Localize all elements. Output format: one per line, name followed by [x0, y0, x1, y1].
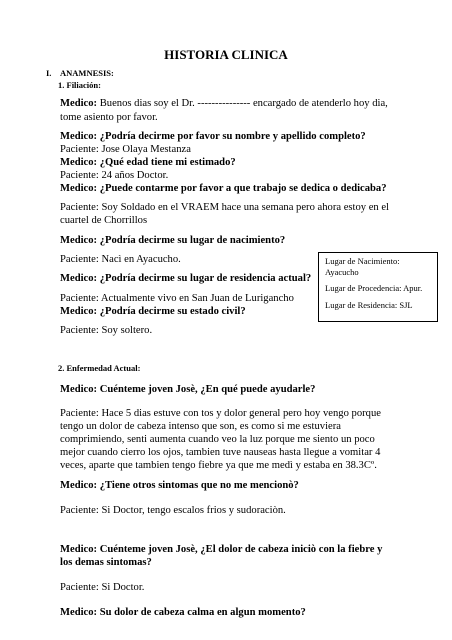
birthplace-label: Lugar de Nacimiento: [325, 256, 400, 266]
dialog-line: Paciente: Soy Soldado en el VRAEM hace una semana pero ahora estoy en el [60, 202, 389, 213]
dialog-line: Medico: ¿Podría decirme por favor su nombre y apellido completo? [60, 131, 366, 142]
origin-place: Lugar de Procedencia: Apur. [325, 283, 423, 293]
dialog-line: tome asiento por favor. [60, 112, 158, 123]
dialog-line: Paciente: Si Doctor. [60, 582, 145, 593]
dialog-line: Paciente: Soy soltero. [60, 325, 153, 336]
subsection-heading-filiacion: 1. Filiación: [58, 80, 101, 90]
dialog-line: cuartel de Chorrillos [60, 215, 148, 226]
residence-place: Lugar de Residencia: SJL [325, 299, 413, 310]
dialog-line: Medico: Cuénteme joven Josè, ¿El dolor de cabeza iniciò con la fiebre y [60, 544, 383, 555]
dialog-line: Paciente: 24 años Doctor. [60, 170, 169, 181]
dialog-line: Paciente: Jose Olaya Mestanza [60, 144, 191, 155]
dialog-line: veces, aparte que tambien tengo fiebre ya que me medì y estaba en 38.3Cº. [60, 460, 377, 471]
dialog-line: Paciente: Actualmente vivo en San Juan de Lurigancho [60, 293, 294, 304]
section-heading-anamnesis [46, 68, 114, 78]
dialog-line: Medico: ¿Podría decirme su lugar de residencia actual? [60, 273, 312, 284]
dialog-line: comprimiendo, senti aumenta cuando veo la luz porque me siento un poco [60, 434, 375, 445]
section-label: ANAMNESIS: [60, 68, 114, 78]
dialog-line: Paciente: Si Doctor, tengo escalos frios y sudoraciòn. [60, 505, 286, 516]
patient-info-box [318, 252, 438, 322]
dialog-line: los demas sintomas? [60, 557, 152, 568]
dialog-line: tengo un dolor de cabeza intenso que son, es como si me estuviera [60, 421, 341, 432]
dialog-line: Medico: ¿Puede contarme por favor a que trabajo se dedica o dedicaba? [60, 183, 387, 194]
dialog-line: Medico: ¿Podría decirme su estado civil? [60, 306, 246, 317]
section-number: I. [46, 68, 52, 78]
birthplace-value: Ayacucho [325, 266, 359, 277]
dialog-line: Medico: Su dolor de cabeza calma en algun momento? [60, 607, 306, 618]
dialog-line: mejor cuando cierro los ojos, tambien tuve nauseas hasta llegue a vomitar 4 [60, 447, 381, 458]
subsection-heading-enfermedad-actual: 2. Enfermedad Actual: [58, 363, 141, 373]
dialog-line: Medico: ¿Tiene otros sintomas que no me mencionò? [60, 480, 299, 491]
dialog-line: Medico: Buenos dias soy el Dr. --------------- encargado de atenderlo hoy dia, [60, 98, 388, 109]
dialog-line: Medico: ¿Qué edad tiene mi estimado? [60, 157, 236, 168]
document-title: HISTORIA CLINICA [164, 47, 288, 62]
dialog-line: Paciente: Hace 5 dias estuve con tos y dolor general pero hoy vengo porque [60, 408, 381, 419]
dialog-line: Medico: ¿Podría decirme su lugar de nacimiento? [60, 235, 286, 246]
dialog-line: Medico: Cuénteme joven Josè, ¿En qué puede ayudarle? [60, 384, 316, 395]
dialog-line: Paciente: Nacì en Ayacucho. [60, 254, 181, 265]
